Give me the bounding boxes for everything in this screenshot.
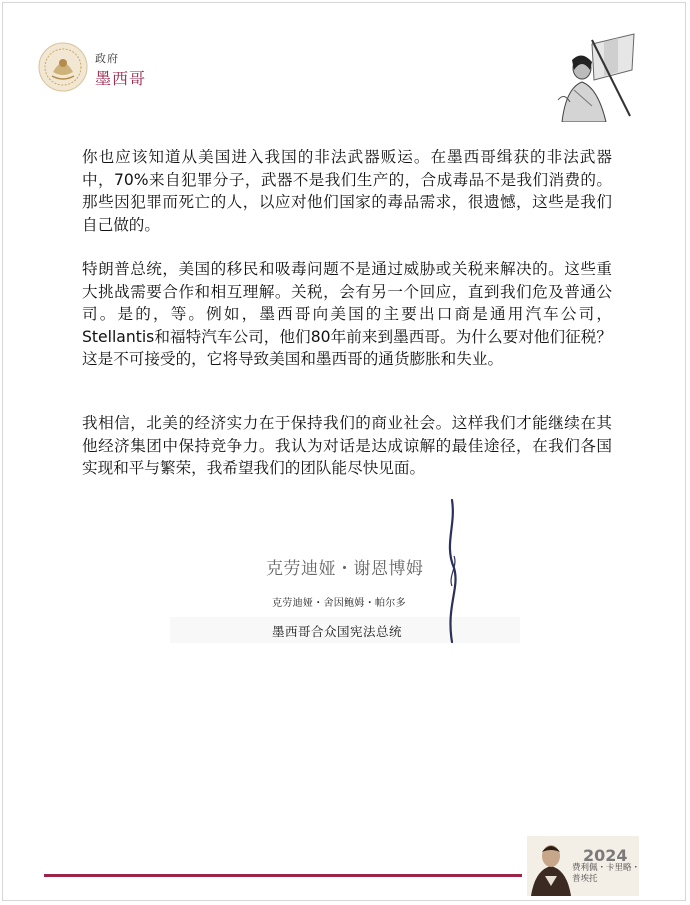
- signatory-full-name: 克劳迪娅・舍因鲍姆・帕尔多: [272, 598, 406, 609]
- paragraph-arms-trafficking: 你也应该知道从美国进入我国的非法武器贩运。在墨西哥缉获的非法武器中，70%来自犯罪分子，武器不是我们生产的，合成毒品不是我们消费的。那些因犯罪而死亡的人，以应对他们国家的毒品需求，很遗憾，这些是我们自己做的。: [82, 148, 612, 234]
- handwritten-signature-stroke: [430, 496, 470, 646]
- signatory-title: 墨西哥合众国宪法总统: [272, 624, 403, 639]
- woman-with-flag-illustration-icon: [552, 30, 638, 122]
- footer-divider: [44, 874, 522, 877]
- coat-of-arms-seal-icon: [38, 42, 88, 92]
- government-label: 政府: [95, 52, 119, 65]
- footer-year: 2024: [583, 846, 628, 865]
- footer-badge-text: 费利佩・卡里略・普埃托: [572, 863, 641, 884]
- paragraph-dialogue: 我相信，北美的经济实力在于保持我们的商业社会。这样我们才能继续在其他经济集团中保持竞争力。我认为对话是达成谅解的最佳途径，在我们各国实现和平与繁荣，我希望我们的团队能尽快见面。: [82, 414, 612, 477]
- country-name: 墨西哥: [95, 69, 147, 88]
- paragraph-tariffs: 特朗普总统，美国的移民和吸毒问题不是通过威胁或关税来解决的。这些重大挑战需要合作和相互理解。关税，会有另一个回应，直到我们危及普通公司。是的，等。例如，墨西哥向美国的主要出口商是通用汽车公司，Stellantis和福特汽车公司，他们80年前来到墨西哥。为什么要对他们征税？这是不可接受的，它将导致美国和墨西哥的通货膨胀和失业。: [82, 260, 612, 368]
- signature-name: 克劳迪娅・谢恩博姆: [266, 559, 424, 579]
